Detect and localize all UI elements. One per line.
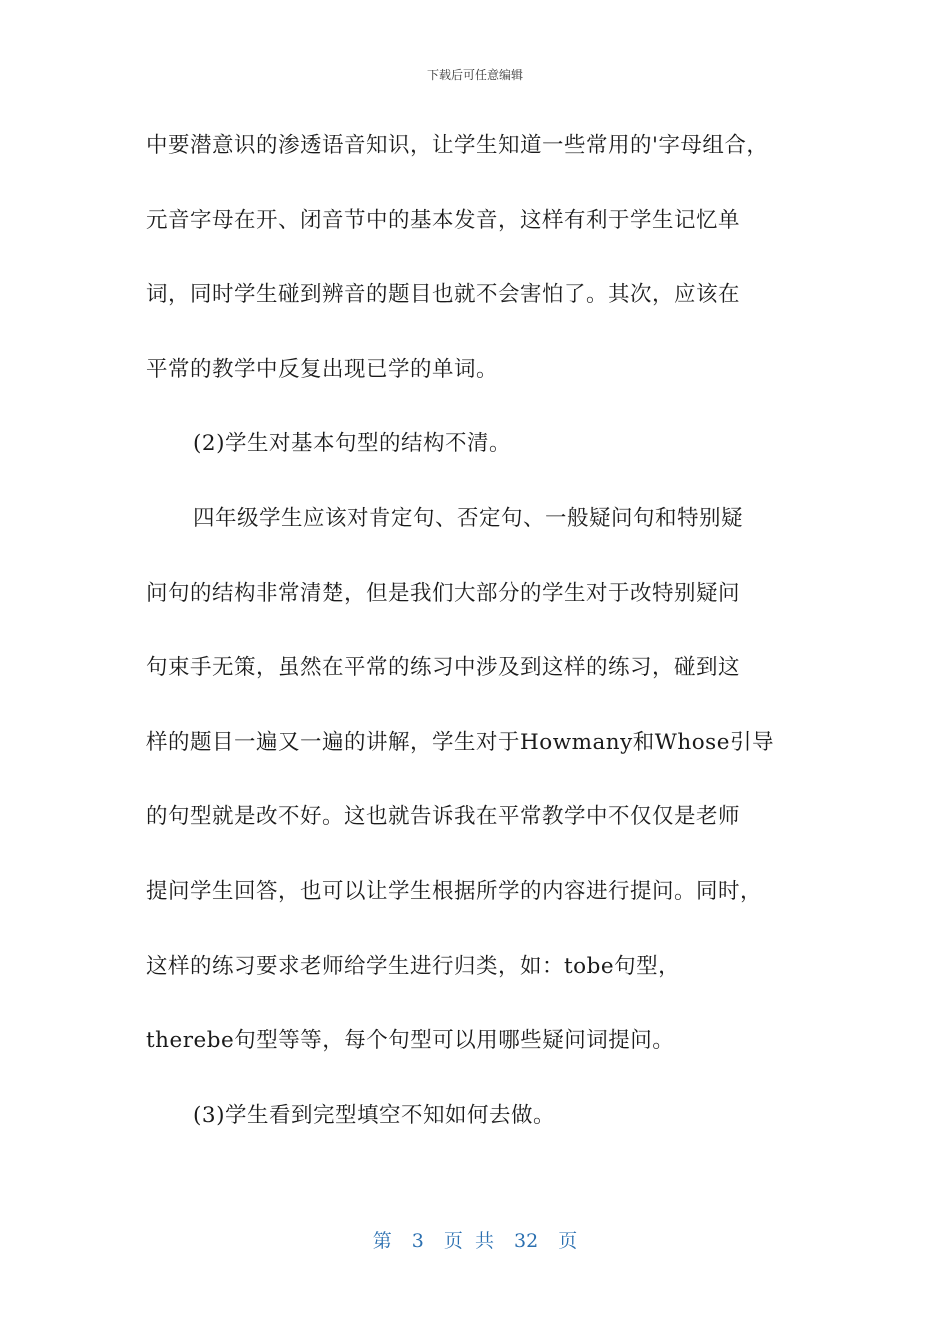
text-line: 元音字母在开、闭音节中的基本发音，这样有利于学生记忆单 (146, 207, 741, 233)
text-line: 词，同时学生碰到辨音的题目也就不会害怕了。其次，应该在 (146, 282, 741, 308)
section-heading: (3)学生看到完型填空不知如何去做。 (193, 1102, 555, 1128)
text-line: 这样的练习要求老师给学生进行归类，如：tobe句型， (146, 953, 681, 979)
footer-total-pages: 32 (514, 1230, 539, 1252)
text-line: 样的题目一遍又一遍的讲解，学生对于Howmany和Whose引导 (146, 729, 774, 755)
text-line: 句束手无策，虽然在平常的练习中涉及到这样的练习，碰到这 (146, 655, 741, 681)
text-line: 中要潜意识的渗透语音知识，让学生知道一些常用的'字母组合， (146, 133, 769, 158)
document-body (146, 128, 826, 1172)
text-line: 提问学生回答，也可以让学生根据所学的内容进行提问。同时， (146, 878, 763, 904)
footer-suffix: 页 (558, 1230, 578, 1252)
text-line: therebe句型等等，每个句型可以用哪些疑问词提问。 (146, 1028, 675, 1054)
page-header: 下载后可任意编辑 (426, 68, 523, 82)
text-line: 问句的结构非常清楚，但是我们大部分的学生对于改特别疑问 (146, 580, 741, 606)
text-line: 四年级学生应该对肯定句、否定句、一般疑问句和特别疑 (193, 505, 744, 531)
footer-prefix: 第 (372, 1230, 392, 1252)
page-footer (0, 1226, 950, 1253)
text-line: 的句型就是改不好。这也就告诉我在平常教学中不仅仅是老师 (146, 804, 741, 830)
footer-middle: 页 共 (443, 1230, 494, 1252)
text-line: 平常的教学中反复出现已学的单词。 (146, 356, 499, 382)
footer-page-number: 3 (411, 1230, 424, 1252)
section-heading: (2)学生对基本句型的结构不清。 (193, 431, 511, 457)
